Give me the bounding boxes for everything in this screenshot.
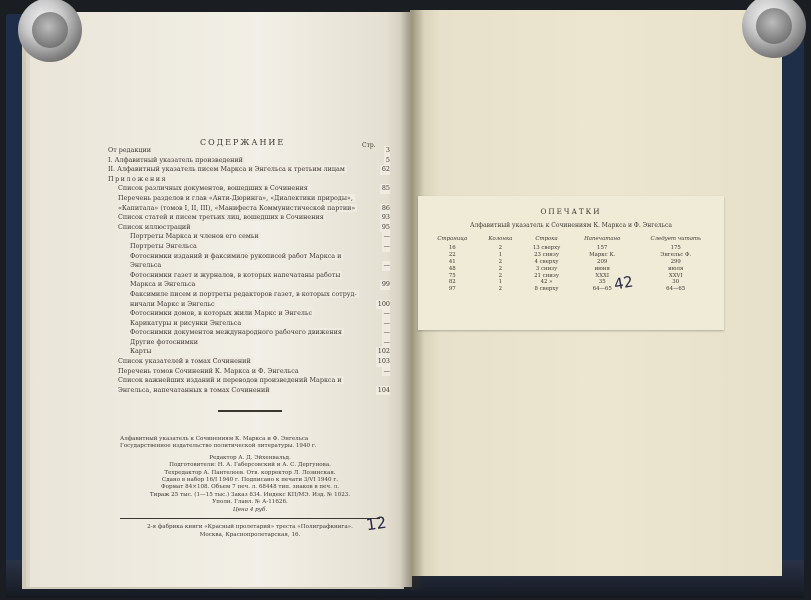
- imprint-line: Цена 4 руб.: [232, 506, 268, 513]
- divider-rule: [218, 410, 282, 412]
- errata-cell: 13 сверху: [532, 245, 561, 252]
- toc-title: СОДЕРЖАНИЕ: [200, 138, 286, 147]
- toc-entry: [108, 367, 390, 377]
- handwritten-ink-mark: 42: [612, 272, 635, 294]
- toc-entry: [108, 300, 390, 310]
- toc-entry-page: 104: [377, 385, 390, 394]
- toc-entry-text: От редакции: [108, 146, 152, 154]
- errata-cell: 35: [598, 279, 606, 286]
- toc-entry-page: 102: [377, 347, 390, 356]
- errata-cell: 82: [448, 279, 456, 286]
- toc-entry: [108, 194, 390, 204]
- toc-entry-page: 3: [385, 146, 390, 154]
- handwritten-page-number: 12: [364, 512, 388, 535]
- toc-entry: [108, 184, 390, 194]
- errata-row: [426, 266, 718, 273]
- errata-row: [426, 245, 718, 252]
- toc-entry: [108, 338, 390, 348]
- toc-entry-text: Список различных документов, вошедших в Сочинения: [118, 184, 308, 193]
- printer-line: 2-я фабрика книги «Красный пролетарий» треста «Полиграфкнига».: [147, 524, 353, 530]
- errata-cell: 209: [597, 259, 608, 265]
- imprint-line: Формат 84×108. Объем 7 печ. л. 68448 тип. знаков в печ. л.: [160, 484, 340, 491]
- toc-entry-text: II. Алфавитный указатель писем Маркса и Энгельса к третьим лицам: [108, 165, 345, 174]
- toc-entry-page: 93: [381, 213, 390, 222]
- toc-entry-text: Фотоснимки изданий и факсимиле рукописей работ Маркса и: [130, 251, 342, 260]
- errata-cell: 2: [498, 286, 503, 293]
- toc-entry: [108, 309, 390, 319]
- toc-entry-page: 103: [377, 357, 390, 366]
- errata-cell: 64—65: [666, 286, 686, 293]
- printer-info: [120, 524, 380, 539]
- toc-entry-text: Список иллюстраций: [118, 222, 191, 231]
- toc-entry: [108, 204, 390, 214]
- toc-entry-text: Перечень разделов и глав «Анти-Дюринга», «Диалектики природы»,: [118, 193, 353, 202]
- errata-column-header: Колонка: [488, 236, 513, 242]
- errata-column-header: Следует читать: [650, 236, 701, 242]
- errata-table: [426, 236, 718, 293]
- errata-cell: 75: [448, 272, 456, 279]
- toc-entry: [108, 347, 390, 357]
- errata-slip: [418, 196, 724, 330]
- errata-row: [426, 252, 718, 259]
- errata-cell: июля: [668, 265, 684, 272]
- errata-cell: 299: [670, 259, 681, 265]
- toc-entry-text: Карты: [130, 347, 152, 356]
- toc-entry-page: —: [383, 309, 390, 318]
- errata-cell: 2: [498, 265, 503, 272]
- errata-column-header: Напечатано: [584, 236, 621, 242]
- imprint-block: [120, 436, 380, 514]
- errata-subtitle: Алфавитный указатель к Сочинениям К. Маркса и Ф. Энгельса: [470, 222, 672, 229]
- toc-entry-text: Маркса и Энгельса: [130, 280, 196, 289]
- toc-entry-text: Фотоснимки документов международного рабочего движения: [130, 328, 342, 337]
- imprint-line: Подготовители: Н. А. Габерсовский и А. С. Дергунова.: [169, 462, 331, 469]
- errata-cell: 157: [597, 245, 608, 252]
- errata-cell: 22: [448, 252, 456, 259]
- toc-entry: [108, 175, 390, 185]
- toc-entry-text: Портреты Маркса и членов его семьи: [130, 232, 259, 241]
- errata-cell: Энгельс Ф.: [660, 252, 692, 259]
- toc-entry: [108, 386, 390, 396]
- toc-entry-text: ничали Маркс и Энгельс: [130, 299, 215, 308]
- printer-line: Москва, Краснопролетарская, 16.: [199, 531, 301, 538]
- errata-cell: 2: [498, 259, 503, 265]
- errata-row: [426, 259, 718, 266]
- errata-cell: 21 снизу: [534, 272, 559, 279]
- errata-cell: 41: [448, 259, 456, 265]
- toc-entry-page: —: [383, 328, 390, 337]
- toc-entry-page: 62: [381, 165, 390, 174]
- errata-cell: 2: [498, 245, 503, 252]
- toc-entry-page: —: [383, 366, 390, 375]
- toc-entry-text: Список статей и писем третьих лиц, вошедших в Сочинения: [118, 213, 324, 222]
- toc-entry: [108, 376, 390, 386]
- toc-entry-text: Фотоснимки домов, в которых жили Маркс и Энгельс: [130, 309, 313, 318]
- toc-entry-text: Энгельса: [130, 261, 162, 270]
- toc-entry: [108, 319, 390, 329]
- toc-entry-text: I. Алфавитный указатель произведений: [108, 155, 243, 164]
- toc-entry: [108, 328, 390, 338]
- errata-cell: 1: [498, 279, 503, 286]
- toc-entry: [108, 223, 390, 233]
- errata-cell: 175: [670, 245, 681, 252]
- toc-entry-page: —: [383, 337, 390, 346]
- toc-entry-page: 100: [377, 299, 390, 308]
- errata-cell: 30: [672, 279, 680, 286]
- toc-entry: [108, 357, 390, 367]
- toc-entry-text: Карикатуры и рисунки Энгельса: [130, 318, 242, 327]
- toc-entry-page: 85: [381, 184, 390, 193]
- errata-cell: 42 »: [540, 279, 553, 286]
- imprint-rule: [120, 518, 380, 519]
- errata-cell: 16: [448, 245, 456, 252]
- toc-entry-text: Портреты Энгельса: [130, 241, 197, 250]
- toc-entry: [108, 213, 390, 223]
- errata-column-header: Строка: [535, 236, 558, 242]
- errata-cell: Маркс К.: [589, 252, 616, 259]
- toc-entry-page: 5: [385, 155, 390, 164]
- toc-entry: [108, 290, 390, 300]
- toc-entry-page: —: [383, 241, 390, 250]
- toc-entry-page: 95: [381, 222, 390, 231]
- toc-entry: [108, 232, 390, 242]
- errata-cell: 48: [448, 265, 456, 272]
- errata-cell: 3 снизу: [535, 265, 558, 272]
- toc-entry-page: —: [383, 261, 390, 270]
- toc-entry-page: 99: [381, 280, 390, 289]
- errata-cell: 2: [498, 272, 503, 279]
- toc-entry-text: Список важнейших изданий и переводов произведений Маркса и: [118, 376, 342, 385]
- toc-entry: [108, 252, 390, 262]
- imprint-line: Государственное издательство политической литературы. 1940 г.: [120, 443, 317, 450]
- errata-cell: 97: [448, 286, 456, 293]
- toc-entry-text: Другие фотоснимки: [130, 337, 199, 346]
- toc-entry-page: —: [383, 232, 390, 241]
- imprint-line: Алфавитный указатель к Сочинениям К. Маркса и Ф. Энгельса: [120, 436, 309, 442]
- errata-cell: 1: [498, 252, 503, 259]
- toc-entry-text: Перечень томов Сочинений К. Маркса и Ф. Энгельса: [118, 366, 299, 375]
- toc-entry-text: Список указателей в томах Сочинений: [118, 357, 251, 366]
- toc-entry: [108, 242, 390, 252]
- imprint-line: Сдано в набор 16/I 1940 г. Подписано к печати 3/VI 1940 г.: [161, 477, 339, 484]
- errata-cell: июня: [594, 265, 610, 272]
- errata-cell: 64—65: [592, 286, 612, 293]
- errata-cell: 8 сверху: [534, 286, 559, 293]
- toc-entry: [108, 165, 390, 175]
- toc-rows: [108, 146, 390, 395]
- errata-row: [426, 286, 718, 293]
- toc-entry: [108, 280, 390, 290]
- toc-entry-text: «Капитала» (томов I, II, III), «Манифеста Коммунистической партии»: [118, 203, 356, 212]
- errata-cell: XXVI: [668, 272, 683, 279]
- toc-entry: [108, 146, 390, 156]
- imprint-line: Тираж 25 тыс. (1—15 тыс.) Заказ 834. Индекс КП/МЭ. Изд. № 1023.: [149, 491, 351, 498]
- toc-entry: [108, 261, 390, 271]
- errata-title: ОПЕЧАТКИ: [540, 207, 602, 216]
- toc-entry-page: 86: [381, 203, 390, 212]
- errata-column-header: Страница: [437, 236, 468, 242]
- imprint-line: Уполн. Главл. № А-11626.: [212, 499, 288, 506]
- errata-cell: XXXI: [595, 272, 610, 279]
- toc-entry-page: —: [383, 318, 390, 327]
- imprint-line: Техредактор А. Пантелеев. Отв. корректор Л. Лозинская.: [164, 469, 336, 476]
- errata-row: [426, 279, 718, 286]
- toc-entry-text: Энгельса, напечатанных в томах Сочинений: [118, 385, 270, 394]
- toc-entry-text: Приложения: [108, 174, 168, 183]
- imprint-line: Редактор А. Д. Эйхенвальд.: [209, 454, 291, 461]
- page-clamp-left: [18, 0, 82, 62]
- errata-cell: 23 снизу: [534, 252, 559, 259]
- errata-cell: 4 сверху: [534, 259, 559, 265]
- toc-entry: [108, 271, 390, 281]
- toc-entry-text: Факсимиле писем и портреты редакторов газет, в которых сотруд-: [130, 289, 357, 298]
- toc-entry: [108, 156, 390, 166]
- toc-page-column-label: Стр.: [362, 142, 376, 149]
- toc-entry-text: Фотоснимки газет и журналов, в которых напечатаны работы: [130, 270, 341, 279]
- errata-row: [426, 273, 718, 280]
